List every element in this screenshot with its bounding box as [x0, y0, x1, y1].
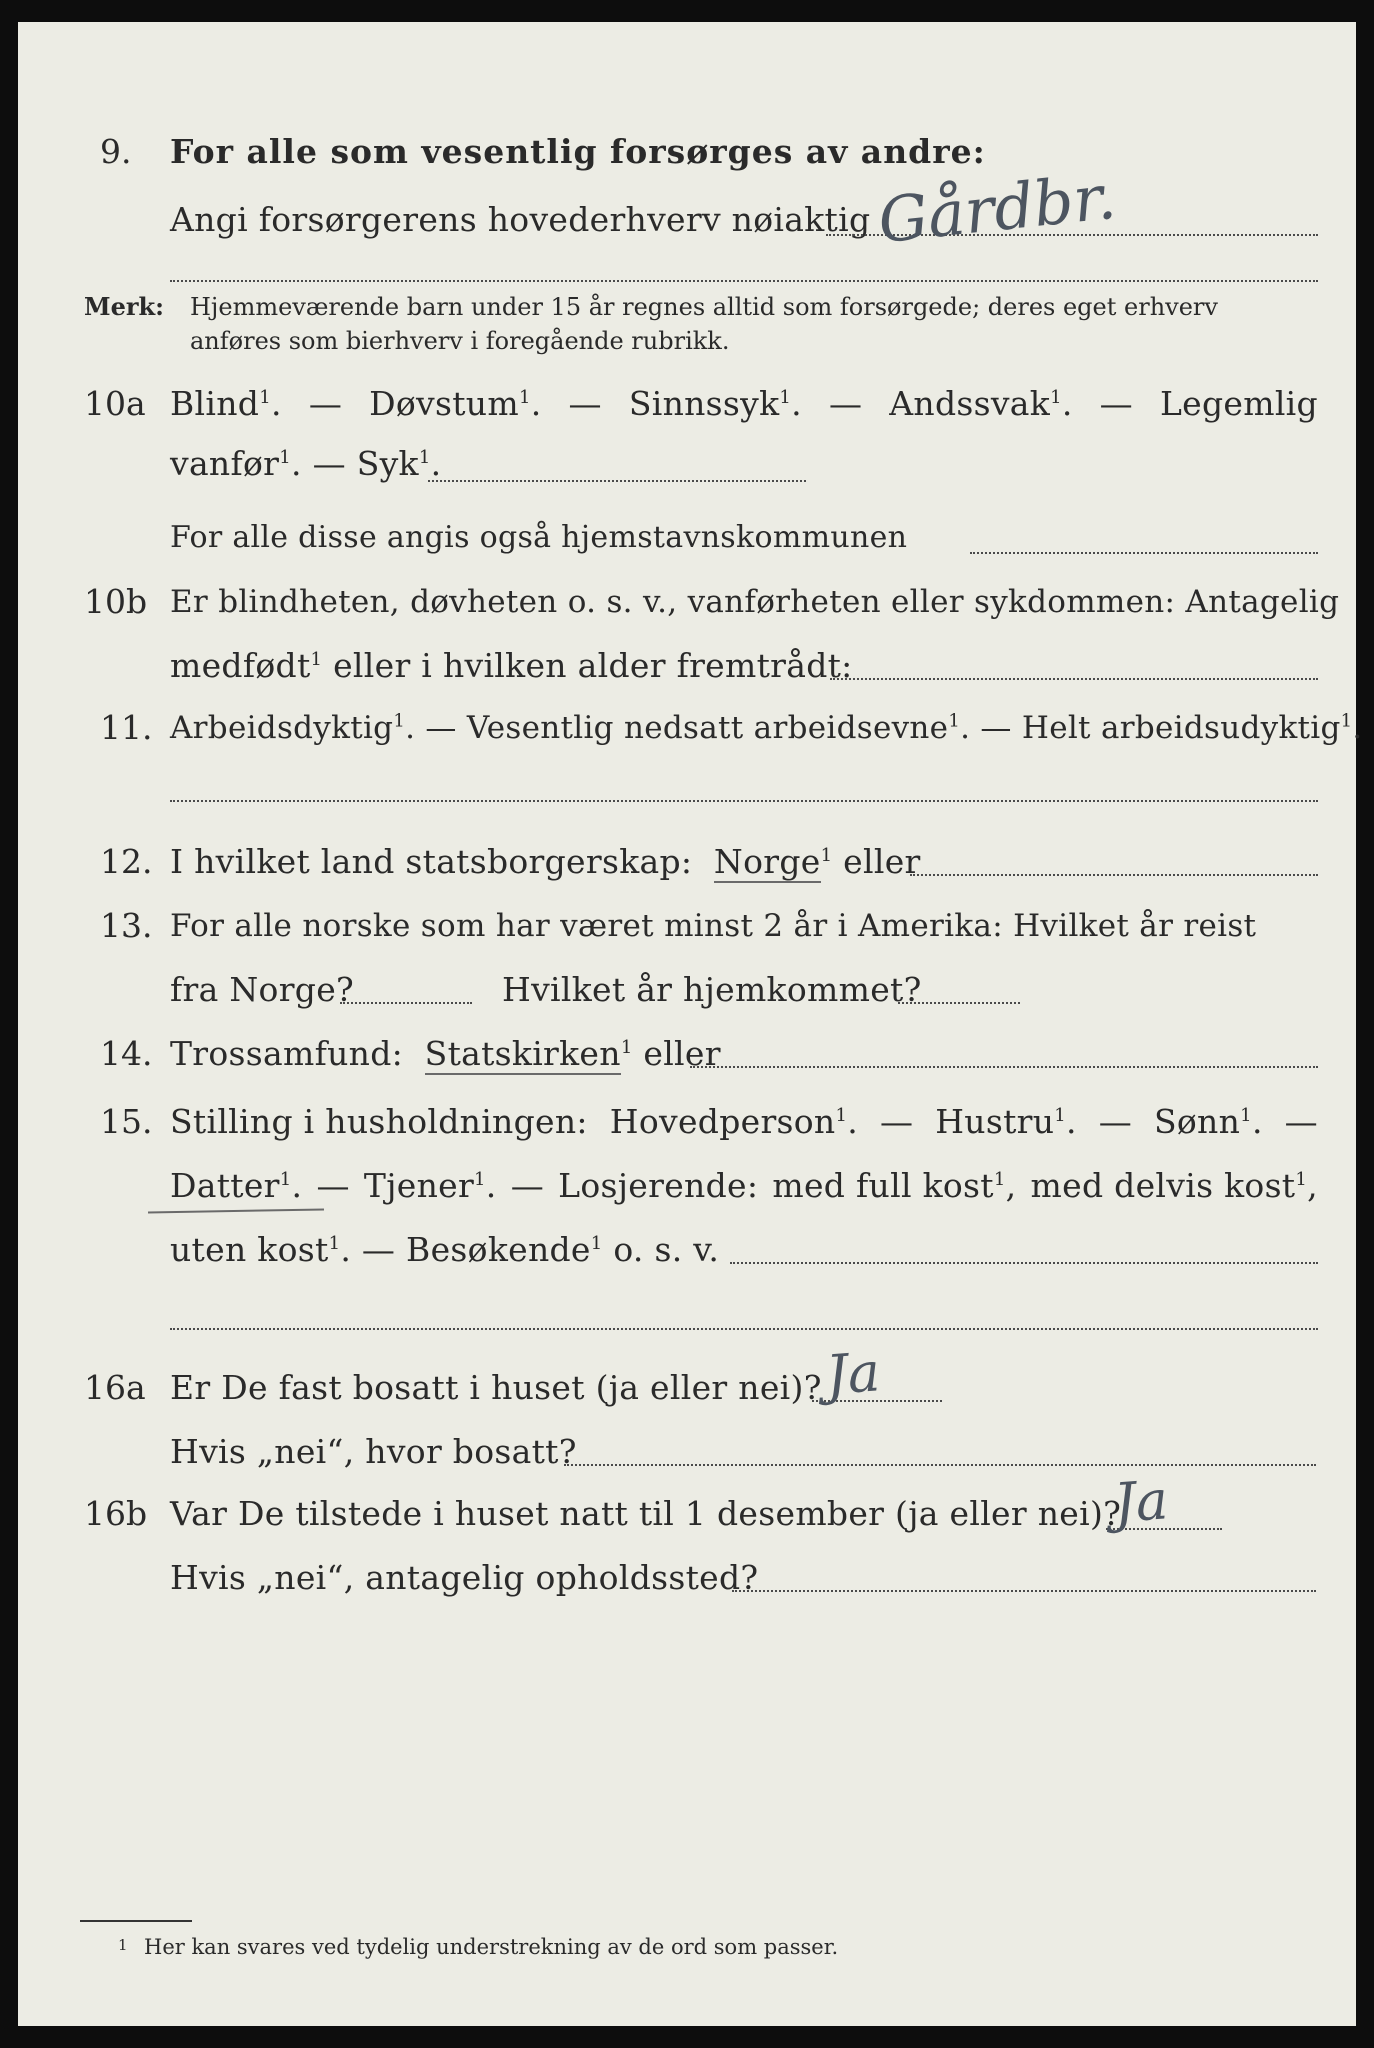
q11-line: Arbeidsdyktig$^1$. — Vesentlig nedsatt arbeidsevne$^1$. — Helt arbeidsudyktig$^1$. [170, 710, 1363, 746]
q13-hjemkommet-line [898, 1002, 1020, 1004]
q14-answer-line [690, 1066, 1318, 1068]
q16a-line1: Er De fast bosatt i huset (ja eller nei)? [170, 1368, 822, 1407]
q15-line1: Stilling i husholdningen: Hovedperson$^1$. — Hustru$^1$. — Sønn$^1$. — [170, 1102, 1318, 1141]
q11-number: 11. [100, 708, 153, 747]
q15-line3: uten kost$^1$. — Besøkende$^1$ o. s. v. [170, 1230, 720, 1269]
q16a-line2: Hvis „nei“, hvor bosatt? [170, 1432, 577, 1471]
q15-blank-line [170, 1328, 1318, 1330]
merk-line2: anføres som bierhverv i foregående rubrikk. [190, 327, 730, 355]
footnote-rule [80, 1920, 192, 1922]
q12-answer-line [910, 874, 1318, 876]
q9-blank-line [170, 280, 1318, 282]
q16b-handwritten-answer: Ja [1111, 1468, 1170, 1535]
q10b-line1: Er blindheten, døvheten o. s. v., vanførheten eller sykdommen: Antagelig [170, 584, 1340, 620]
q9-number: 9. [100, 132, 132, 171]
q13-line1: For alle norske som har været minst 2 år i Amerika: Hvilket år reist [170, 908, 1257, 944]
q16a-handwritten-answer: Ja [823, 1340, 882, 1407]
census-form-page [18, 22, 1363, 2026]
q10a-line3: For alle disse angis også hjemstavnskommunen [170, 520, 908, 555]
q9-handwritten-answer: Gårdbr. [874, 159, 1120, 258]
footnote-text: Her kan svares ved tydelig understrekning av de ord som passer. [144, 1935, 839, 1959]
q14-number: 14. [100, 1034, 153, 1073]
q16b-line2: Hvis „nei“, antagelig opholdssted? [170, 1558, 759, 1597]
q12-number: 12. [100, 842, 153, 881]
q15-answer-line [730, 1262, 1318, 1264]
q15-line2: Datter$^1$. — Tjener$^1$. — Losjerende: med full kost$^1$, med delvis kost$^1$, [170, 1166, 1318, 1205]
q15-number: 15. [100, 1102, 153, 1141]
q15-datter-underline [148, 1208, 324, 1213]
q10b-answer-line [830, 678, 1318, 680]
q12-line: I hvilket land statsborgerskap: Norge$^1$ eller [170, 842, 921, 881]
q13-line2: fra Norge? [170, 970, 355, 1009]
merk-label: Merk: [84, 292, 164, 321]
q16a-number: 16a [84, 1368, 146, 1407]
q10a-syk-line [428, 480, 806, 482]
q11-blank-line [170, 800, 1318, 802]
q9-line2: Angi forsørgerens hovederhverv nøiaktig [170, 200, 871, 239]
q10a-line1: Blind$^1$. — Døvstum$^1$. — Sinnssyk$^1$. — Andssvak$^1$. — Legemlig [170, 384, 1318, 423]
q10b-line2: medfødt$^1$ eller i hvilken alder fremtrådt: [170, 646, 853, 685]
q16b-opholdssted-line [732, 1590, 1316, 1592]
q10a-number: 10a [84, 384, 146, 423]
q13-reist-line [340, 1002, 472, 1004]
q16b-line1: Var De tilstede i huset natt til 1 desember (ja eller nei)? [170, 1494, 1122, 1533]
merk-line1: Hjemmeværende barn under 15 år regnes alltid som forsørgede; deres eget erhverv [190, 293, 1218, 321]
q9-line1: For alle som vesentlig forsørges av andre: [170, 132, 986, 171]
q13-number: 13. [100, 906, 153, 945]
q10a-hjemstavn-line [970, 552, 1318, 554]
q16a-bosatt-line [564, 1464, 1316, 1466]
q16b-number: 16b [84, 1494, 148, 1533]
q14-line: Trossamfund: Statskirken$^1$ eller [170, 1034, 721, 1073]
q10a-line2: vanfør$^1$. — Syk$^1$. [170, 444, 442, 483]
footnote-mark: 1 [118, 1936, 128, 1954]
q13-line2b: Hvilket år hjemkommet? [502, 970, 922, 1009]
q10b-number: 10b [84, 582, 148, 621]
